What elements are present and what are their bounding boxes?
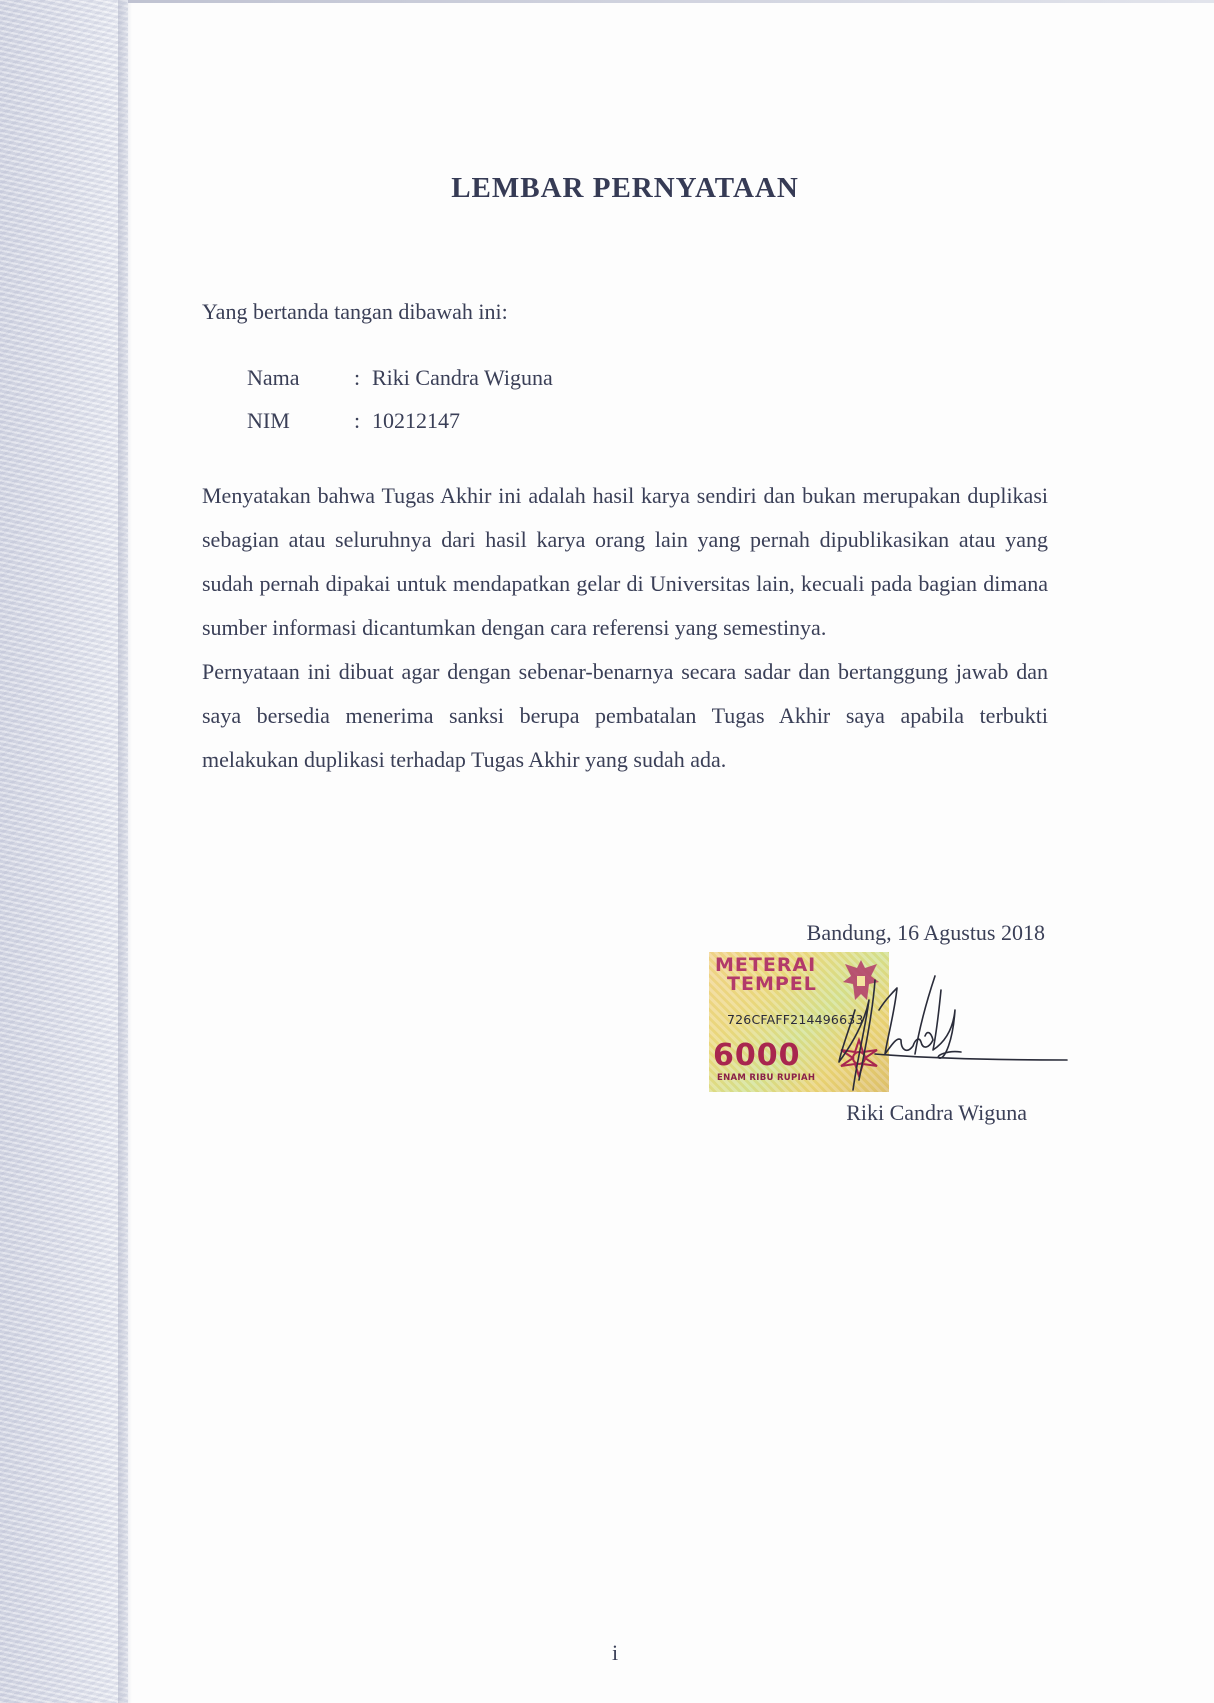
field-value-name: Riki Candra Wiguna <box>372 365 553 390</box>
place-date: Bandung, 16 Agustus 2018 <box>806 920 1045 945</box>
field-nama <box>247 356 553 399</box>
document-title: LEMBAR PERNYATAAN <box>451 172 799 204</box>
field-value-nim: 10212147 <box>372 408 460 433</box>
statement-body <box>202 474 1048 782</box>
stamp-value: 6000 <box>713 1038 801 1073</box>
stamp-line-2: TEMPEL <box>727 973 817 995</box>
statement-paragraph-1: Menyatakan bahwa Tugas Akhir ini adalah hasil karya sendiri dan bukan merupakan duplikasi sebagian atau seluruhnya dari hasil karya orang lain yang pernah dipublikasikan atau yang sudah pernah dipakai untuk mendapatkan gelar di Universitas lain, kecuali pada bagian dimana sumber informasi dicantumkan dengan cara referensi yang semestinya. <box>202 483 1048 640</box>
field-colon: : <box>354 365 361 390</box>
field-label: NIM <box>247 408 290 433</box>
statement-paragraph-2: Pernyataan ini dibuat agar dengan sebenar-benarnya secara sadar dan bertanggung jawab dan saya bersedia menerima sanksi berupa pembatalan Tugas Akhir saya apabila terbukti melakukan duplikasi terhadap Tugas Akhir yang sudah ada. <box>202 659 1048 772</box>
field-colon: : <box>354 408 361 433</box>
binding-shadow <box>118 0 132 1703</box>
page-number: i <box>611 1640 619 1665</box>
intro-text: Yang bertanda tangan dibawah ini: <box>202 299 508 324</box>
field-nim <box>247 399 553 442</box>
identity-fields <box>247 356 553 442</box>
binding-edge-scan <box>0 0 128 1703</box>
field-label: Nama <box>247 365 300 390</box>
handwritten-signature <box>835 970 1070 1105</box>
signer-name: Riki Candra Wiguna <box>846 1100 1027 1125</box>
stamp-line-1: METERAI <box>715 954 817 976</box>
stamp-serial: 726CFAFF214496633 <box>727 1012 864 1027</box>
top-border <box>128 0 1214 3</box>
stamp-value-words: ENAM RIBU RUPIAH <box>717 1073 816 1083</box>
